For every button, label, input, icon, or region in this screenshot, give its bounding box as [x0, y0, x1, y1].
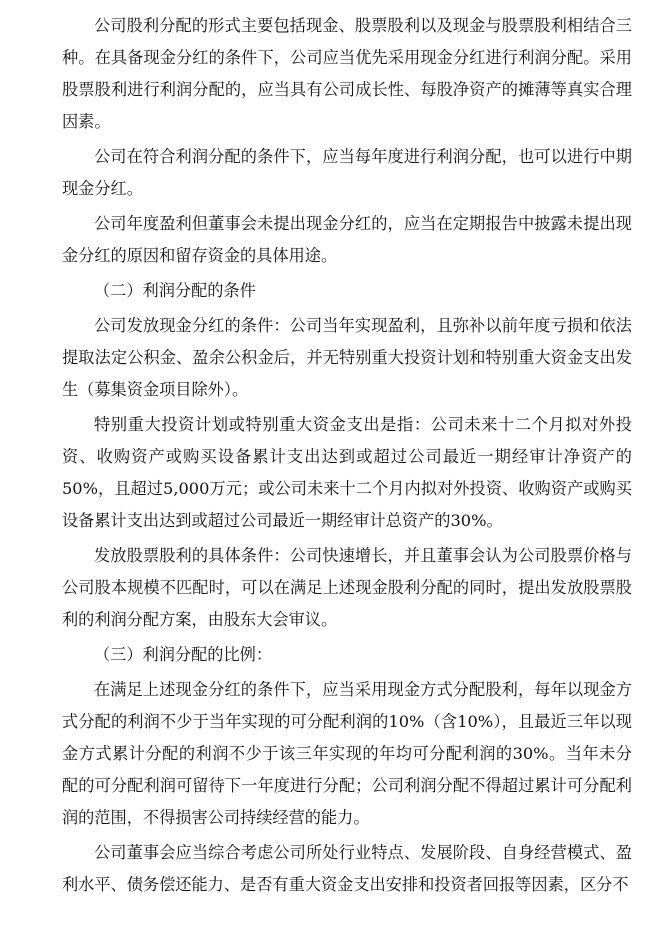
paragraph-distribution-ratio: 在满足上述现金分红的条件下，应当采用现金方式分配股利，每年以现金方式分配的利润不少于当年实现的可分配利润的10%（含10%），且最近三年以现金方式累计分配的利润不少于该三年实现的年均可分配利润的30%。当年未分配的可分配利润可留待下一年度进行分配；公司利润分配不得超过累计可分配利润的范围，不得损害公司持续经营的能力。 — [62, 680, 632, 827]
paragraph-stock-dividend-conditions: 发放股票股利的具体条件：公司快速增长，并且董事会认为公司股票价格与公司股本规模不匹配时，可以在满足上述现金股利分配的同时，提出发放股票股利的利润分配方案，由股东大会审议。 — [62, 546, 632, 629]
paragraph-major-investment-definition: 特别重大投资计划或特别重大资金支出是指：公司未来十二个月拟对外投资、收购资产或购买设备累计支出达到或超过公司最近一期经审计净资产的50%，且超过5,000万元；或公司未来十二个月内拟对外投资、收购资产或购买设备累计支出达到或超过公司最近一期经审计总资产的30%。 — [62, 415, 632, 530]
document-page — [62, 10, 632, 904]
paragraph-board-considerations: 公司董事会应当综合考虑公司所处行业特点、发展阶段、自身经营模式、盈利水平、债务偿还能力、是否有重大资金支出安排和投资者回报等因素，区分不 — [62, 843, 632, 894]
section-heading-ratio: （三）利润分配的比例： — [94, 645, 273, 664]
paragraph-annual-distribution: 公司在符合利润分配的条件下，应当每年度进行利润分配，也可以进行中期现金分红。 — [62, 147, 632, 198]
section-heading-conditions: （二）利润分配的条件 — [94, 281, 256, 300]
paragraph-cash-dividend-conditions: 公司发放现金分红的条件：公司当年实现盈利，且弥补以前年度亏损和依法提取法定公积金、盈余公积金后，并无特别重大投资计划和特别重大资金支出发生（募集资金项目除外）。 — [62, 316, 632, 399]
paragraph-no-cash-dividend-disclosure: 公司年度盈利但董事会未提出现金分红的，应当在定期报告中披露未提出现金分红的原因和留存资金的具体用途。 — [62, 214, 632, 265]
paragraph-dividend-forms: 公司股利分配的形式主要包括现金、股票股利以及现金与股票股利相结合三种。在具备现金分红的条件下，公司应当优先采用现金分红进行利润分配。采用股票股利进行利润分配的，应当具有公司成长性、每股净资产的摊薄等真实合理因素。 — [62, 16, 632, 131]
